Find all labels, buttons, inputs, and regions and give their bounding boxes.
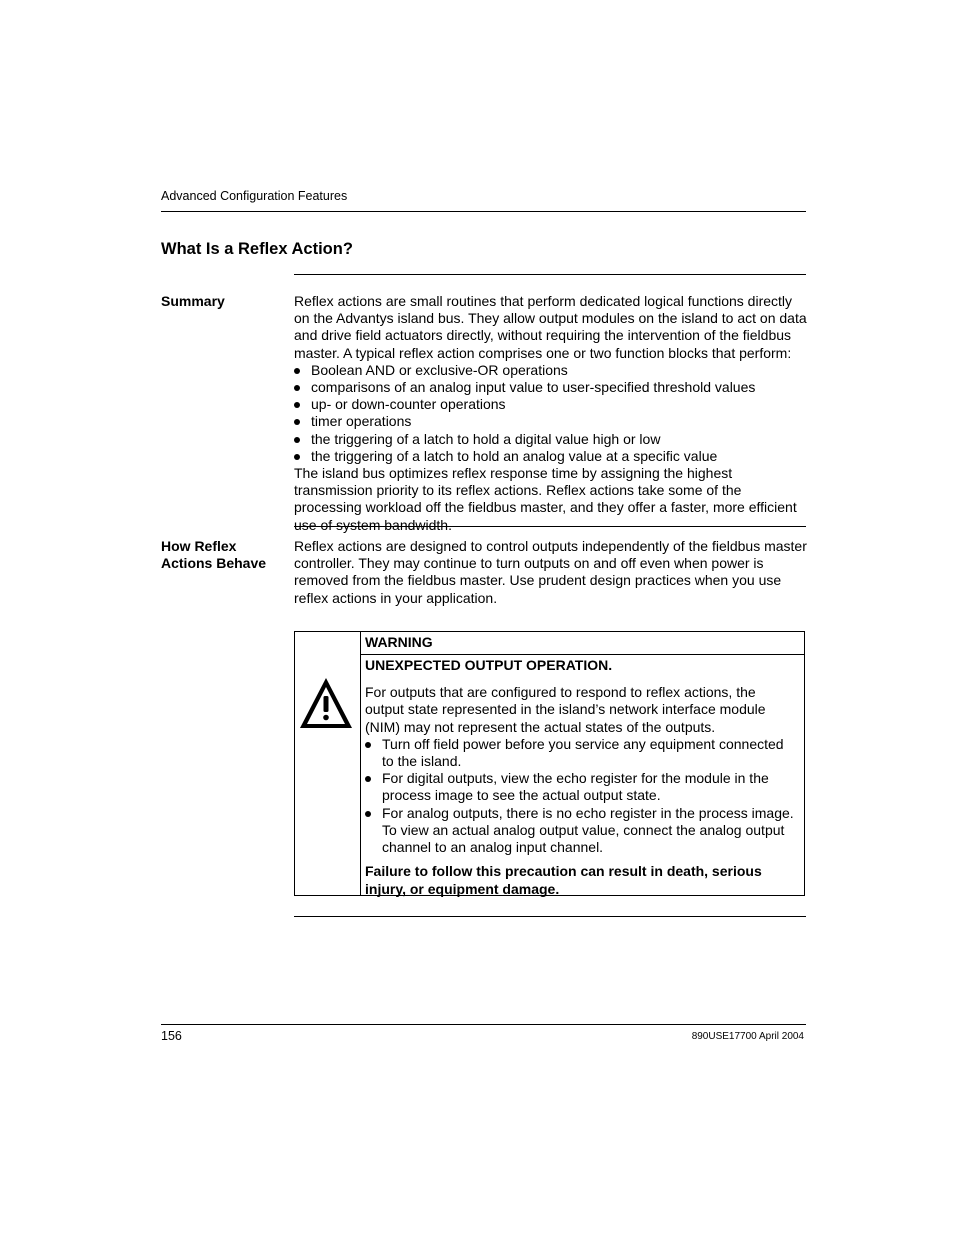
warning-bullet-list bbox=[365, 736, 798, 856]
summary-divider bbox=[294, 526, 806, 527]
list-item: the triggering of a latch to hold an analog value at a specific value bbox=[294, 448, 810, 465]
warning-body bbox=[365, 656, 798, 898]
page-title: What Is a Reflex Action? bbox=[161, 240, 353, 258]
summary-bullet-list bbox=[294, 362, 810, 465]
header-divider bbox=[161, 211, 806, 212]
summary-label: Summary bbox=[161, 293, 225, 309]
summary-body bbox=[294, 293, 810, 534]
warning-icon-column bbox=[295, 632, 361, 895]
list-item: comparisons of an analog input value to user-specified threshold values bbox=[294, 379, 810, 396]
list-item: Turn off field power before you service any equipment connected to the island. bbox=[365, 736, 798, 770]
list-item: For analog outputs, there is no echo register in the process image. To view an actual analog output value, connect the analog output channel to an analog input channel. bbox=[365, 805, 798, 857]
behave-label-line1: How Reflex bbox=[161, 538, 237, 554]
summary-closing: The island bus optimizes reflex response time by assigning the highest transmission priority to its reflex actions. Reflex actions take some of the processing workload off the fieldbus master, and they offer a faster, more efficient use of system bandwidth. bbox=[294, 465, 797, 533]
behave-label-line2: Actions Behave bbox=[161, 555, 267, 572]
list-item: For digital outputs, view the echo register for the module in the process image to see the actual output state. bbox=[365, 770, 798, 804]
behave-label bbox=[161, 538, 266, 572]
warning-box bbox=[294, 631, 805, 896]
behave-body: Reflex actions are designed to control outputs independently of the fieldbus master controller. They may continue to turn outputs on and off even when power is removed from the fieldbus master. Use prudent design practices when you use reflex actions in your application. bbox=[294, 538, 807, 606]
warning-triangle-icon bbox=[298, 675, 354, 731]
list-item: up- or down-counter operations bbox=[294, 396, 810, 413]
warning-heading: WARNING bbox=[361, 632, 804, 655]
section-end-divider bbox=[294, 916, 806, 917]
summary-intro: Reflex actions are small routines that perform dedicated logical functions directly on the Advantys island bus. They allow output modules on the island to act on data and drive field actuators directly, without requiring the intervention of the fieldbus master. A typical reflex action comprises one or two function blocks that perform: bbox=[294, 293, 807, 361]
document-id: 890USE17700 April 2004 bbox=[691, 1031, 804, 1042]
running-header: Advanced Configuration Features bbox=[161, 189, 348, 203]
list-item: timer operations bbox=[294, 413, 810, 430]
list-item: the triggering of a latch to hold a digital value high or low bbox=[294, 431, 810, 448]
title-divider bbox=[294, 274, 806, 275]
page-number: 156 bbox=[161, 1029, 182, 1043]
warning-subheading: UNEXPECTED OUTPUT OPERATION. bbox=[365, 657, 613, 673]
list-item: Boolean AND or exclusive-OR operations bbox=[294, 362, 810, 379]
warning-description: For outputs that are configured to respond to reflex actions, the output state represented in the island’s network interface module (NIM) may not represent the actual states of the outputs. bbox=[365, 684, 766, 735]
footer-divider bbox=[161, 1024, 806, 1025]
warning-footer: Failure to follow this precaution can result in death, serious injury, or equipment damage. bbox=[365, 863, 762, 898]
